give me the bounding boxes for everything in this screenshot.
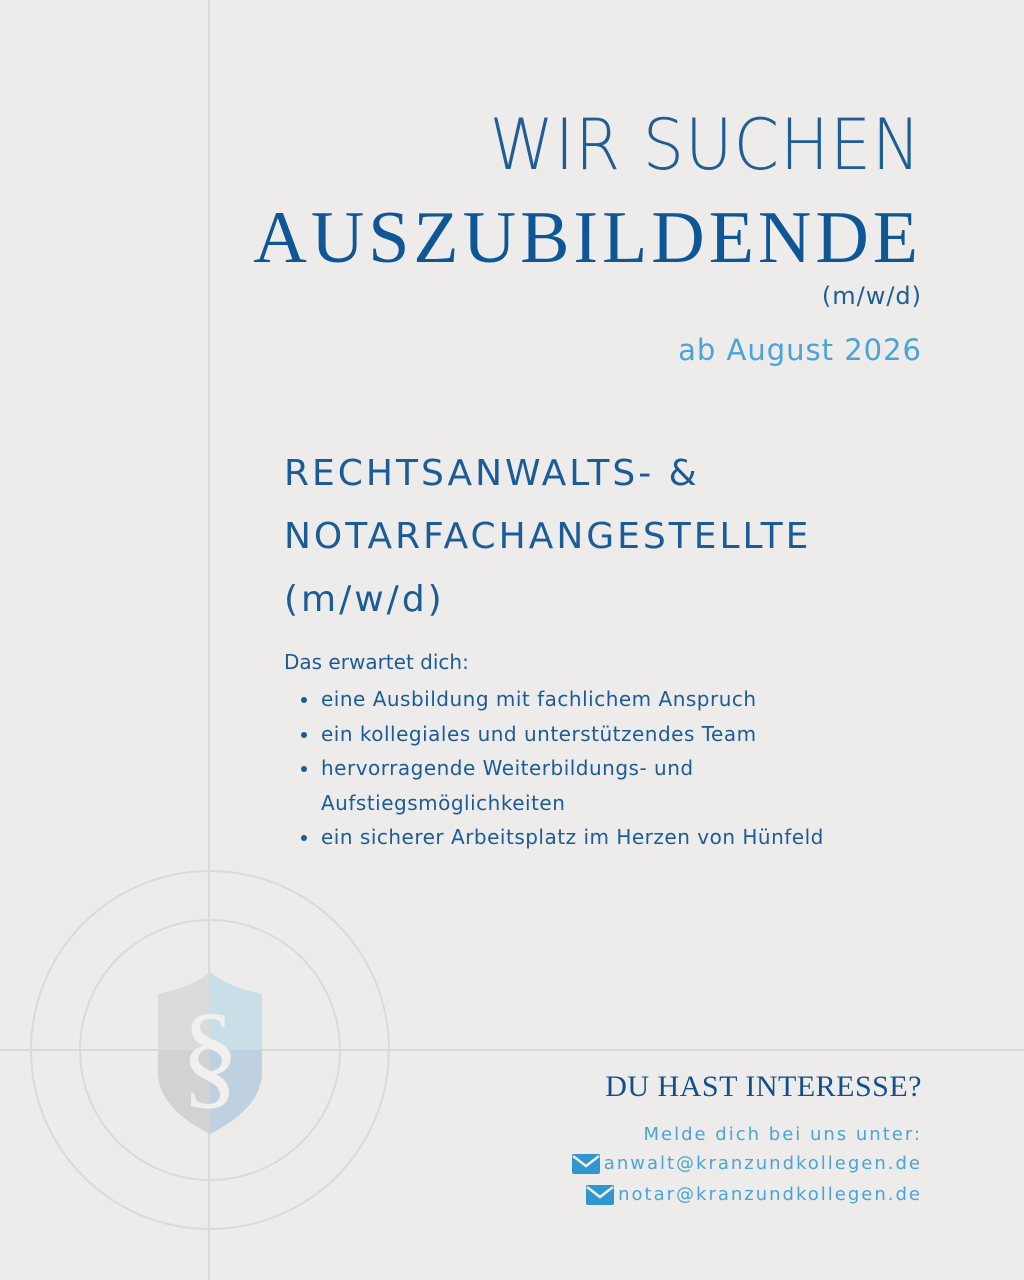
headline-title: AUSZUBILDENDE	[253, 197, 922, 279]
job-title-line2: NOTARFACHANGESTELLTE	[284, 516, 812, 557]
envelope-icon	[586, 1185, 614, 1205]
shield-paragraph-icon	[156, 972, 264, 1134]
list-item: hervorragende Weiterbildungs- und Aufstiegsmöglichkeiten	[298, 751, 801, 820]
start-date: ab August 2026	[678, 333, 922, 367]
job-title-line3: (m/w/d)	[284, 579, 445, 620]
email-notar[interactable]: notar@kranzundkollegen.de	[618, 1184, 922, 1205]
envelope-icon	[572, 1154, 600, 1174]
email-anwalt[interactable]: anwalt@kranzundkollegen.de	[603, 1153, 922, 1174]
benefits-list	[298, 682, 824, 855]
headline-gender: (m/w/d)	[821, 282, 922, 310]
benefits-intro: Das erwartet dich:	[284, 650, 469, 674]
contact-prompt: Melde dich bei uns unter:	[643, 1124, 922, 1145]
svg-text:§: §	[180, 989, 240, 1120]
job-title-line1: RECHTSANWALTS- &	[284, 453, 700, 494]
email-anwalt-link[interactable]	[572, 1153, 922, 1174]
headline-line1: WIR SUCHEN	[489, 104, 922, 186]
contact-heading: DU HAST INTERESSE?	[605, 1070, 922, 1103]
list-item: ein kollegiales und unterstützendes Team	[298, 717, 824, 752]
email-notar-link[interactable]	[586, 1184, 922, 1205]
job-title	[284, 442, 811, 631]
list-item: ein sicherer Arbeitsplatz im Herzen von Hünfeld	[298, 820, 824, 855]
list-item: eine Ausbildung mit fachlichem Anspruch	[298, 682, 824, 717]
